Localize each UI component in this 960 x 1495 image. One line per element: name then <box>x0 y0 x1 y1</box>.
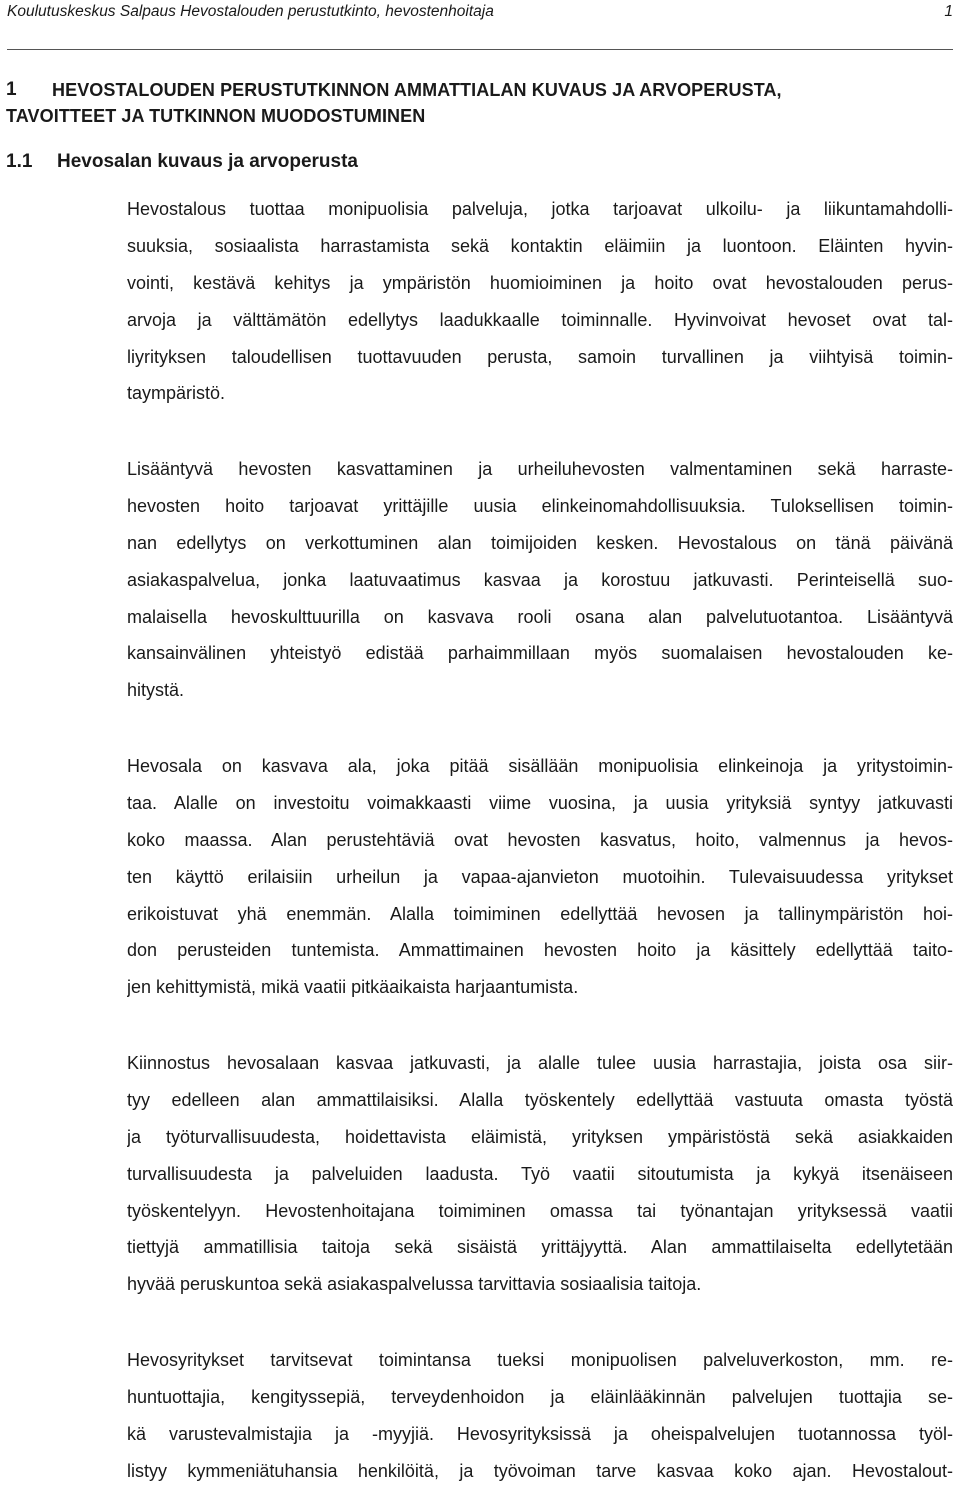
text-line: arvoja ja välttämätön edellytys laadukkaalle toiminnalle. Hyvinvoivat hevoset ovat tal- <box>127 309 953 330</box>
text-line: listyy kymmeniätuhansia henkilöitä, ja työvoiman tarve kasvaa koko ajan. Hevostalout- <box>127 1460 953 1481</box>
text-line: tyy edelleen alan ammattilaisiksi. Alalla työskentely edellyttää vastuuta omasta työstä <box>127 1089 953 1110</box>
text-line: malaisella hevoskulttuurilla on kasvava rooli osana alan palvelutuotantoa. Lisääntyvä <box>127 606 953 627</box>
page-number: 1 <box>944 3 953 20</box>
text-line: kansainvälinen yhteistyö edistää parhaimmillaan myös suomalaisen hevostalouden ke- <box>127 643 953 664</box>
text-line: ja työturvallisuudesta, hoidettavista eläimistä, yrityksen ympäristöstä sekä asiakkaiden <box>127 1126 953 1147</box>
text-line: suuksia, sosiaalista harrastamista sekä kontaktin eläimiin ja luontoon. Eläinten hyvin- <box>127 235 953 256</box>
text-line: Kiinnostus hevosalaan kasvaa jatkuvasti, ja alalle tulee uusia harrastajia, joista osa siir- <box>127 1053 953 1073</box>
running-header <box>7 0 953 30</box>
body-paragraph <box>127 753 953 1011</box>
body-paragraph <box>127 1050 953 1308</box>
body-paragraph <box>127 1347 953 1495</box>
text-line: erikoistuvat yhä enemmän. Alalla toimiminen edellyttää hevosen ja tallinympäristön hoi- <box>127 903 953 924</box>
text-line: ten käyttö erilaisiin urheilun ja vapaa-ajanvieton muotoihin. Tulevaisuudessa yritykset <box>127 866 953 887</box>
section-title: Hevosalan kuvaus ja arvoperusta <box>57 151 358 172</box>
text-line: taympäristö. <box>127 383 226 404</box>
text-line: koko maassa. Alan perustehtäviä ovat hevosten kasvatus, hoito, valmennus ja hevos- <box>127 829 953 850</box>
text-line: Hevostalous tuottaa monipuolisia palveluja, jotka tarjoavat ulkoilu- ja liikuntamahdolli- <box>127 199 953 219</box>
chapter-number: 1 <box>6 79 17 100</box>
body-paragraph <box>127 196 953 417</box>
text-line: Lisääntyvä hevosten kasvattaminen ja urheiluhevosten valmentaminen sekä harraste- <box>127 459 953 479</box>
header-divider <box>7 49 953 50</box>
text-line: Hevosala on kasvava ala, joka pitää sisällään monipuolisia elinkeinoja ja yritystoimin- <box>127 756 953 776</box>
header-title: Koulutuskeskus Salpaus Hevostalouden perustutkinto, hevostenhoitaja <box>7 3 494 20</box>
chapter-title-line: TAVOITTEET JA TUTKINNON MUODOSTUMINEN <box>6 106 426 126</box>
text-line: don perusteiden tuntemista. Ammattimainen hevosten hoito ja käsittely edellyttää taito- <box>127 940 953 961</box>
body-paragraph <box>127 456 953 714</box>
text-line: huntuottajia, kengityssepiä, terveydenhoidon ja eläinlääkinnän palvelujen tuottajia se- <box>127 1386 953 1407</box>
text-line: turvallisuudesta ja palveluiden laadusta. Työ vaatii sitoutumista ja kykyä itsenäiseen <box>127 1163 953 1184</box>
text-line: taa. Alalle on investoitu voimakkaasti viime vuosina, ja uusia yrityksiä syntyy jatkuvasti <box>127 792 953 813</box>
text-line: jen kehittymistä, mikä vaatii pitkäaikaista harjaantumista. <box>127 977 579 998</box>
text-line: liyrityksen taloudellisen tuottavuuden perusta, samoin turvallinen ja viihtyisä toimin- <box>127 346 953 367</box>
text-line: hitystä. <box>127 680 185 701</box>
section-number: 1.1 <box>6 151 33 172</box>
text-line: vointi, kestävä kehitys ja ympäristön huomioiminen ja hoito ovat hevostalouden perus- <box>127 272 953 293</box>
text-line: hyvää peruskuntoa sekä asiakaspalvelussa tarvittavia sosiaalisia taitoja. <box>127 1274 702 1295</box>
text-line: työskentelyyn. Hevostenhoitajana toimiminen omassa tai työnantajan yrityksessä vaatii <box>127 1200 953 1221</box>
text-line: asiakaspalvelua, jonka laatuvaatimus kasvaa ja korostuu jatkuvasti. Perinteisellä suo- <box>127 569 953 590</box>
text-line: hevosten hoito tarjoavat yrittäjille uusia elinkeinomahdollisuuksia. Tuloksellisen toimin- <box>127 495 953 516</box>
text-line: Hevosyritykset tarvitsevat toimintansa tueksi monipuolisen palveluverkoston, mm. re- <box>127 1350 953 1370</box>
text-line: kä varustevalmistajia ja -myyjiä. Hevosyrityksissä ja oheispalvelujen tuotannossa työl- <box>127 1423 953 1444</box>
text-line: tiettyjä ammatillisia taitoja sekä sisäistä yrittäjyyttä. Alan ammattilaiselta edellytetään <box>127 1237 953 1258</box>
text-line: nan edellytys on verkottuminen alan toimijoiden kesken. Hevostalous on tänä päivänä <box>127 532 953 553</box>
chapter-title-line: HEVOSTALOUDEN PERUSTUTKINNON AMMATTIALAN KUVAUS JA ARVOPERUSTA, <box>52 80 782 100</box>
